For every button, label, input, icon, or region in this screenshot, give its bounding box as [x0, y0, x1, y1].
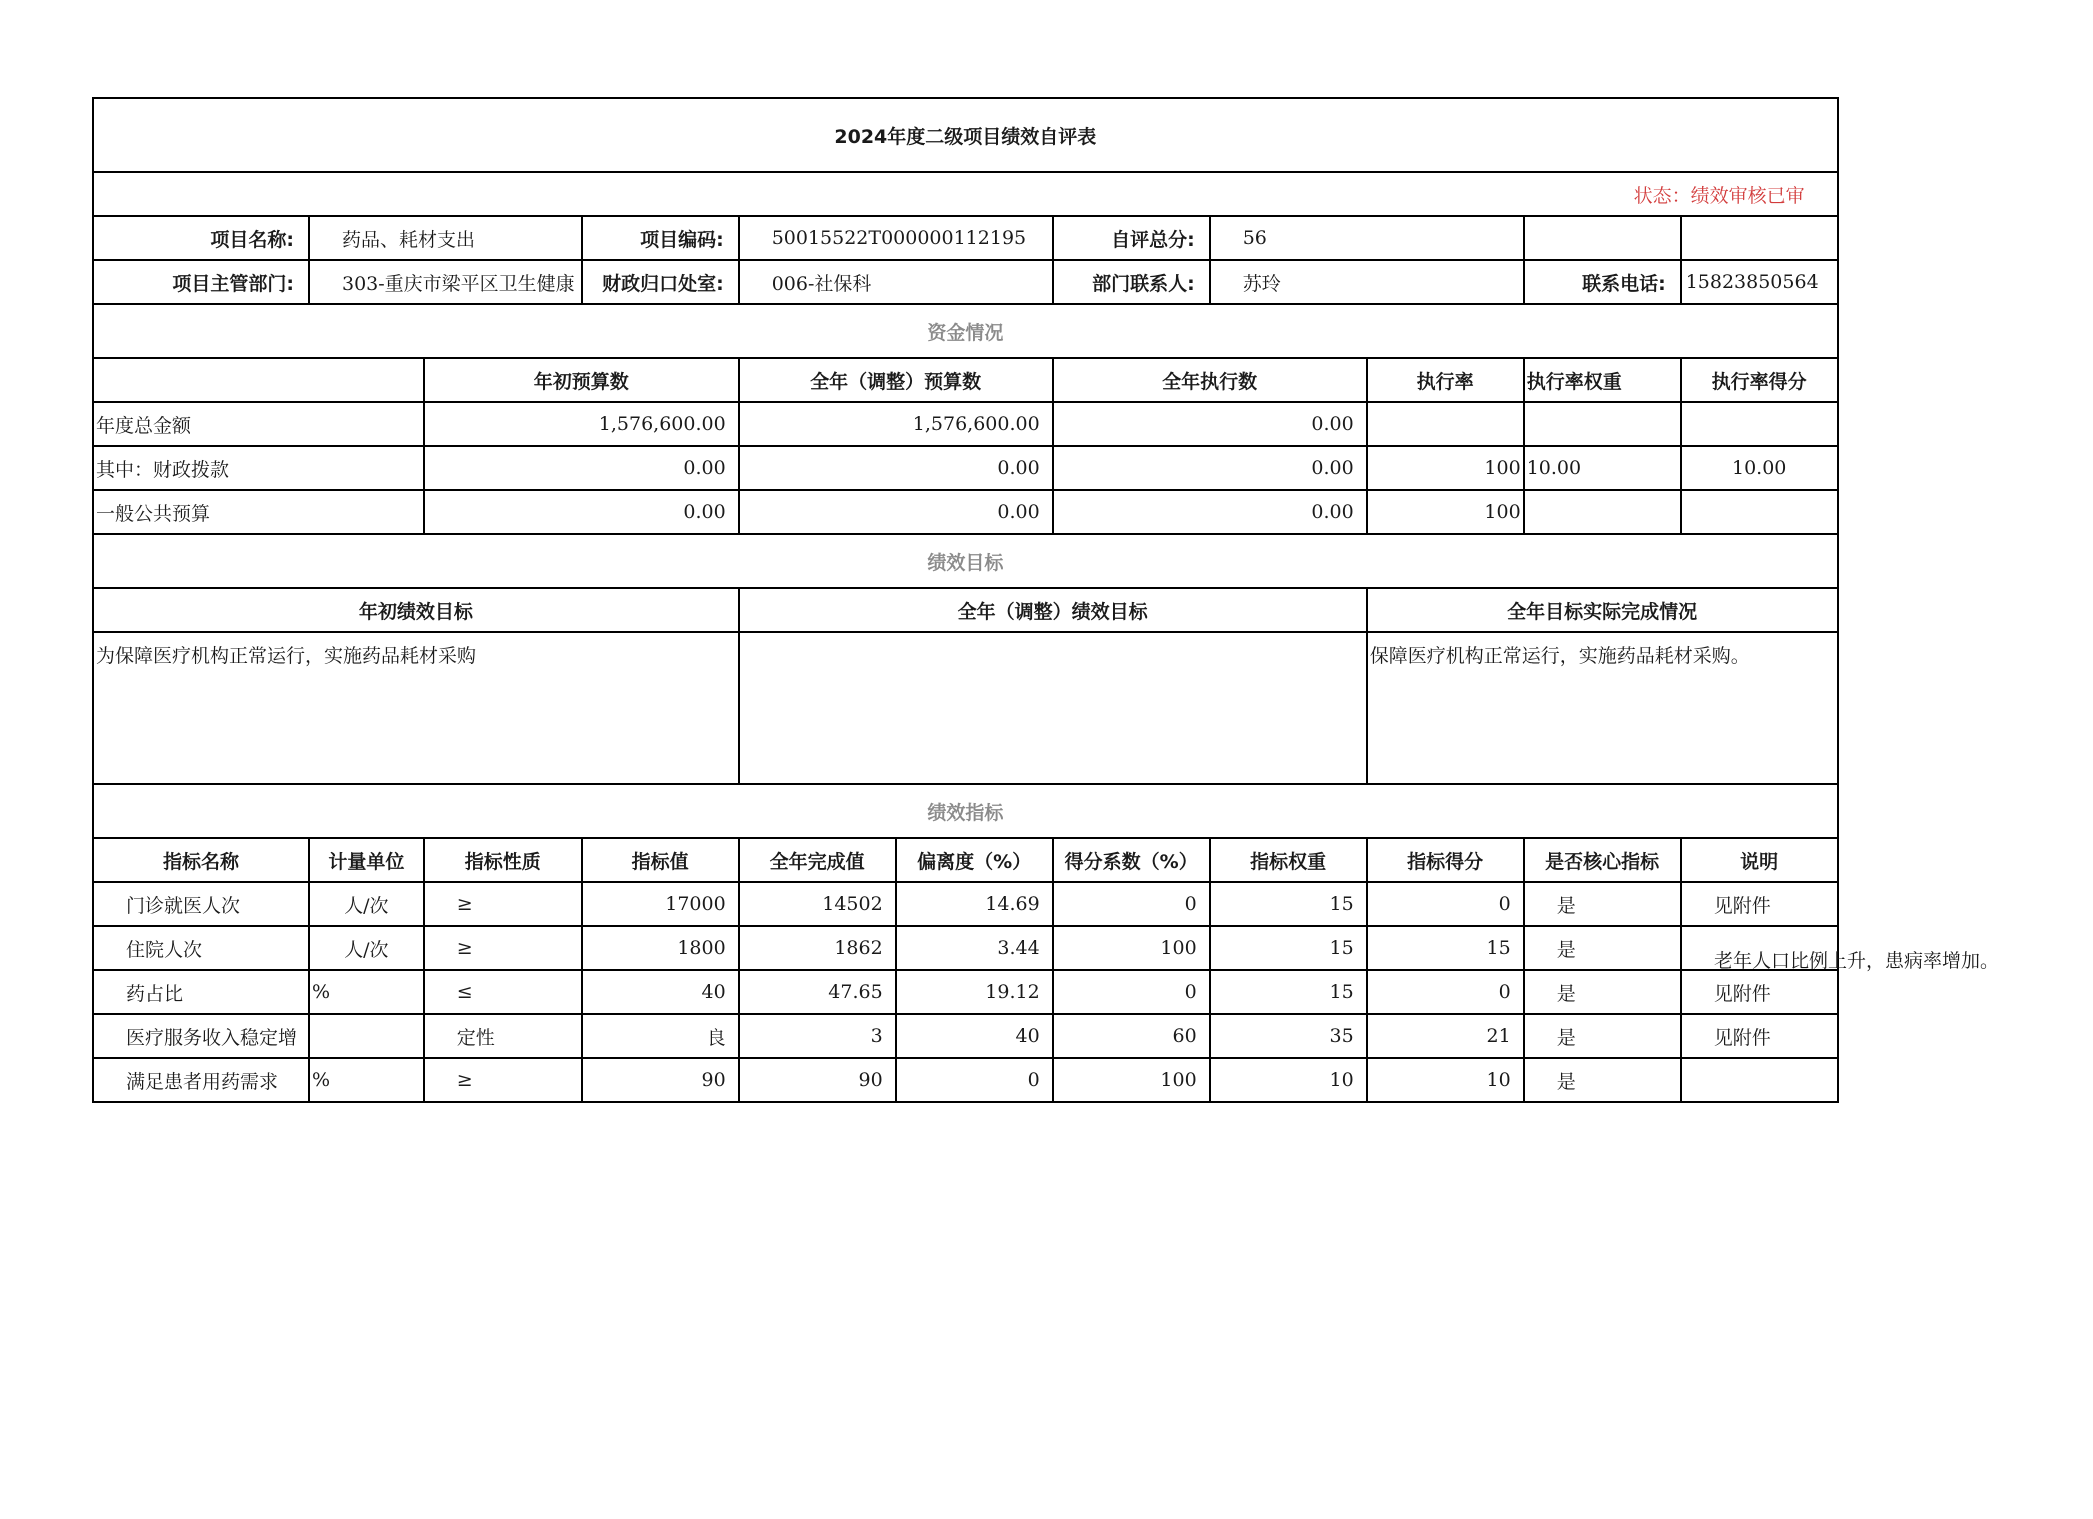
indicator-coef: 100 — [1053, 1058, 1210, 1102]
project-code-value: 50015522T000000112195 — [739, 216, 1053, 260]
funds-row-label: 年度总金额 — [93, 402, 424, 446]
indicator-score: 10 — [1367, 1058, 1524, 1102]
project-code-label: 项目编码: — [582, 216, 739, 260]
indicator-core: 是 — [1524, 970, 1681, 1014]
indicator-coef: 60 — [1053, 1014, 1210, 1058]
phone-label: 联系电话: — [1524, 260, 1681, 304]
funds-executed: 0.00 — [1053, 490, 1367, 534]
indicator-header: 指标权重 — [1210, 838, 1367, 882]
indicator-nature: 定性 — [424, 1014, 582, 1058]
funds-weight: 10.00 — [1524, 446, 1681, 490]
goals-adjusted-text — [739, 632, 1367, 784]
project-name-label: 项目名称: — [93, 216, 309, 260]
table-row — [93, 1058, 1838, 1102]
funds-header: 执行率 — [1367, 358, 1524, 402]
table-row — [93, 882, 1838, 926]
table-row — [93, 926, 1838, 970]
indicator-header: 全年完成值 — [739, 838, 896, 882]
indicator-actual: 3 — [739, 1014, 896, 1058]
indicator-header: 指标值 — [582, 838, 739, 882]
indicator-score: 0 — [1367, 882, 1524, 926]
phone-value: 15823850564 — [1681, 260, 1838, 304]
table-row — [93, 1014, 1838, 1058]
funds-initial: 1,576,600.00 — [424, 402, 739, 446]
indicator-target: 1800 — [582, 926, 739, 970]
indicator-nature: ≥ — [424, 926, 582, 970]
contact-label: 部门联系人: — [1053, 260, 1210, 304]
indicator-name: 药占比 — [93, 970, 309, 1014]
status-badge: 状态：绩效审核已审 — [93, 172, 1838, 216]
funds-executed: 0.00 — [1053, 402, 1367, 446]
goals-header: 年初绩效目标 — [93, 588, 739, 632]
funds-header-blank — [93, 358, 424, 402]
dept-value: 303-重庆市梁平区卫生健康 — [309, 260, 582, 304]
indicator-header: 偏离度（%） — [896, 838, 1053, 882]
indicator-header: 说明 — [1681, 838, 1838, 882]
funds-row-label: 一般公共预算 — [93, 490, 424, 534]
total-score-value: 56 — [1210, 216, 1524, 260]
project-name-value: 药品、耗材支出 — [309, 216, 582, 260]
indicator-coef: 100 — [1053, 926, 1210, 970]
indicator-coef: 0 — [1053, 882, 1210, 926]
indicator-header: 得分系数（%） — [1053, 838, 1210, 882]
dept-label: 项目主管部门: — [93, 260, 309, 304]
goals-header: 全年（调整）绩效目标 — [739, 588, 1367, 632]
funds-score: 10.00 — [1681, 446, 1838, 490]
indicator-unit: % — [309, 1058, 424, 1102]
indicator-score: 0 — [1367, 970, 1524, 1014]
goals-actual-text: 保障医疗机构正常运行，实施药品耗材采购。 — [1367, 632, 1838, 784]
indicators-section-title: 绩效指标 — [93, 784, 1838, 838]
indicator-score: 15 — [1367, 926, 1524, 970]
indicator-unit: 人/次 — [309, 926, 424, 970]
indicator-weight: 15 — [1210, 926, 1367, 970]
indicator-note: 见附件 — [1681, 1014, 1838, 1058]
funds-rate: 100 — [1367, 446, 1524, 490]
funds-header: 全年执行数 — [1053, 358, 1367, 402]
funds-row — [93, 446, 1838, 490]
goals-header: 全年目标实际完成情况 — [1367, 588, 1838, 632]
indicator-core: 是 — [1524, 882, 1681, 926]
indicator-target: 40 — [582, 970, 739, 1014]
indicator-nature: ≥ — [424, 882, 582, 926]
goals-initial-text: 为保障医疗机构正常运行，实施药品耗材采购 — [93, 632, 739, 784]
self-evaluation-table — [92, 97, 1839, 1103]
funds-adjusted: 0.00 — [739, 490, 1053, 534]
indicator-nature: ≤ — [424, 970, 582, 1014]
funds-row — [93, 402, 1838, 446]
funds-score — [1681, 490, 1838, 534]
funds-header: 全年（调整）预算数 — [739, 358, 1053, 402]
indicator-name: 门诊就医人次 — [93, 882, 309, 926]
indicator-deviation: 40 — [896, 1014, 1053, 1058]
indicator-header: 指标性质 — [424, 838, 582, 882]
indicator-name: 医疗服务收入稳定增 — [93, 1014, 309, 1058]
indicator-actual: 47.65 — [739, 970, 896, 1014]
funds-rate — [1367, 402, 1524, 446]
indicator-name: 住院人次 — [93, 926, 309, 970]
indicator-actual: 14502 — [739, 882, 896, 926]
indicator-note: 见附件 — [1681, 970, 1838, 1014]
funds-initial: 0.00 — [424, 446, 739, 490]
funds-initial: 0.00 — [424, 490, 739, 534]
funds-rate: 100 — [1367, 490, 1524, 534]
finance-office-value: 006-社保科 — [739, 260, 1053, 304]
funds-score — [1681, 402, 1838, 446]
indicator-note: 见附件 — [1681, 882, 1838, 926]
indicator-header: 计量单位 — [309, 838, 424, 882]
indicator-header: 指标名称 — [93, 838, 309, 882]
indicator-actual: 90 — [739, 1058, 896, 1102]
funds-adjusted: 0.00 — [739, 446, 1053, 490]
indicator-target: 17000 — [582, 882, 739, 926]
indicator-unit: % — [309, 970, 424, 1014]
indicator-core: 是 — [1524, 926, 1681, 970]
goals-section-title: 绩效目标 — [93, 534, 1838, 588]
indicator-weight: 10 — [1210, 1058, 1367, 1102]
funds-header: 年初预算数 — [424, 358, 739, 402]
indicator-score: 21 — [1367, 1014, 1524, 1058]
empty-cell — [1524, 216, 1681, 260]
indicator-header: 指标得分 — [1367, 838, 1524, 882]
indicator-deviation: 14.69 — [896, 882, 1053, 926]
total-score-label: 自评总分: — [1053, 216, 1210, 260]
indicator-weight: 35 — [1210, 1014, 1367, 1058]
indicator-core: 是 — [1524, 1058, 1681, 1102]
empty-cell — [1681, 216, 1838, 260]
funds-executed: 0.00 — [1053, 446, 1367, 490]
indicator-target: 90 — [582, 1058, 739, 1102]
indicator-coef: 0 — [1053, 970, 1210, 1014]
indicator-target: 良 — [582, 1014, 739, 1058]
funds-header: 执行率权重 — [1524, 358, 1681, 402]
indicator-unit: 人/次 — [309, 882, 424, 926]
funds-adjusted: 1,576,600.00 — [739, 402, 1053, 446]
funds-section-title: 资金情况 — [93, 304, 1838, 358]
indicator-weight: 15 — [1210, 882, 1367, 926]
page-title: 2024年度二级项目绩效自评表 — [93, 98, 1838, 172]
table-row — [93, 970, 1838, 1014]
indicator-weight: 15 — [1210, 970, 1367, 1014]
indicator-note-overflow: 老年人口比例上升，患病率增加。 — [1714, 950, 2000, 972]
funds-weight — [1524, 402, 1681, 446]
indicator-name: 满足患者用药需求 — [93, 1058, 309, 1102]
indicator-deviation: 19.12 — [896, 970, 1053, 1014]
funds-header: 执行率得分 — [1681, 358, 1838, 402]
finance-office-label: 财政归口处室: — [582, 260, 739, 304]
indicator-deviation: 0 — [896, 1058, 1053, 1102]
indicator-note — [1681, 1058, 1838, 1102]
indicator-nature: ≥ — [424, 1058, 582, 1102]
indicator-actual: 1862 — [739, 926, 896, 970]
contact-value: 苏玲 — [1210, 260, 1524, 304]
funds-weight — [1524, 490, 1681, 534]
funds-row — [93, 490, 1838, 534]
indicator-unit — [309, 1014, 424, 1058]
indicator-deviation: 3.44 — [896, 926, 1053, 970]
indicator-core: 是 — [1524, 1014, 1681, 1058]
funds-row-label: 其中：财政拨款 — [93, 446, 424, 490]
indicator-header: 是否核心指标 — [1524, 838, 1681, 882]
